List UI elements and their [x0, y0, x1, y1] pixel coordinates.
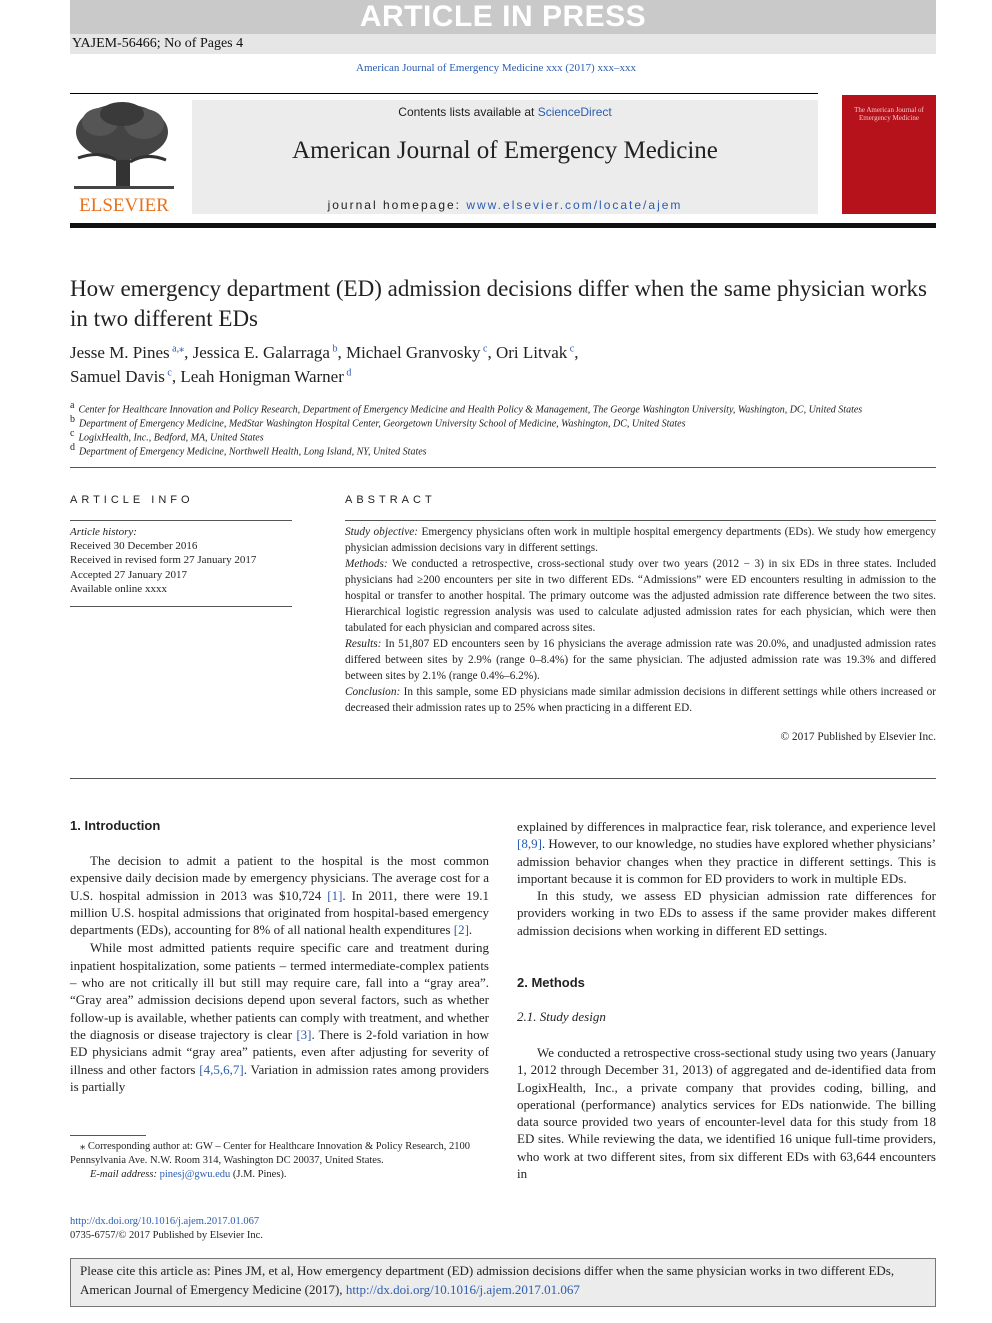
history-revised: Received in revised form 27 January 2017	[70, 554, 257, 566]
footnotes	[70, 1140, 490, 1182]
sciencedirect-link[interactable]: ScienceDirect	[537, 105, 612, 119]
author-affiliation-mark[interactable]: b	[329, 343, 338, 355]
left-column-text	[70, 852, 489, 1095]
article-history-label: Article history:	[70, 526, 137, 538]
reference-link[interactable]: [1]	[327, 887, 343, 903]
section-heading-methods: 2. Methods	[517, 975, 585, 990]
author-affiliation-mark[interactable]: a,⁎	[169, 343, 185, 355]
author-name[interactable]: Jesse M. Pines	[70, 343, 170, 362]
citation-text: Please cite this article as: Pines JM, et al, How emergency department (ED) admission decisions differ when the same physician works in two different EDs, American Journal of Emergency Medicine (2017), http://dx.doi.org/10.1016/j.ajem.2017.01.067	[80, 1263, 895, 1297]
affiliation-c: $^c$ LogixHealth, Inc., Bedford, MA, United States	[70, 428, 264, 444]
journal-reference-link[interactable]: American Journal of Emergency Medicine xxx (2017) xxx–xxx	[356, 62, 636, 74]
author-list-line-1: Jesse M. Pines $^{a,⁎}$, Jessica E. Galarraga $^b$, Michael Granvosky $^c$, Ori Litvak $^c$,	[70, 343, 579, 362]
history-received: Received 30 December 2016	[70, 540, 198, 552]
author-list-line-2: Samuel Davis $^c$, Leah Honigman Warner $^d$	[70, 367, 352, 386]
email-link[interactable]: pinesj@gwu.edu	[159, 1169, 231, 1180]
doi-link[interactable]: http://dx.doi.org/10.1016/j.ajem.2017.01.067	[70, 1216, 260, 1227]
elsevier-tree-icon	[70, 100, 178, 215]
article-info-rule-bottom	[70, 606, 292, 607]
abstract-results: Results: In 51,807 ED encounters seen by 16 physicians the average admission rate was 20.0%, and unadjusted admission rates differed between sites by 2.9% (range 0–8.4%) for the same physician. The adjusted admission rate was 19.3% and differed between sites by 2.1% (range 0.4%–6.2%).	[345, 638, 936, 682]
abstract-body	[345, 524, 936, 716]
banner-text: ARTICLE IN PRESS	[359, 0, 647, 33]
author-name[interactable]: Jessica E. Galarraga	[192, 343, 330, 362]
right-column-text	[517, 818, 936, 939]
affiliation-rule	[70, 467, 936, 468]
abstract-methods: Methods: We conducted a retrospective, cross-sectional study over two years (2012 − 3) in six EDs in three states. Included physicians had ≥200 encounters per site in two different EDs. “Admissions” were ED encounters resulting in admission to the hospital or transfer to another hospital. The primary outcome was the adjusted admission rate difference between the two sites. Hierarchical logistic regression analysis was used to calculate adjusted admission rates for each physician, which were then tabulated for each physician and compared across sites.	[345, 558, 936, 634]
journal-homepage-line	[192, 198, 818, 212]
doi-block	[70, 1215, 263, 1243]
affiliation-a: $^a$ Center for Healthcare Innovation and Policy Research, Department of Emergency Medicine and Health Policy & Management, The George Washington University, Washington, DC, United States	[70, 400, 863, 416]
methods-paragraph-1: We conducted a retrospective cross-sectional study using two years (January 1, 2012 through December 31, 2013) of aggregated and de-identified data from LogixHealth, Inc., a private company that provides coding, billing, and operational (performance) analytics services for EDs nationwide. The billing data source provided two years of encounter-level data for this study from 18 ED sites. While reviewing the data, we identified 16 unique full-time providers, who work at two different sites, from six different EDs with 63,644 encounters in	[517, 1045, 936, 1182]
history-online: Available online xxxx	[70, 583, 167, 595]
contents-available-line	[192, 105, 818, 119]
citation-doi-link[interactable]: http://dx.doi.org/10.1016/j.ajem.2017.01.067	[345, 1281, 580, 1297]
intro-paragraph-1: The decision to admit a patient to the hospital is the most common expensive daily decision made by emergency physicians. The average cost for a U.S. hospital admission in 2013 was $10,724 [1]. In 2011, there were 19.1 million U.S. hospital admissions that originated from hospital-based emergency departments (EDs), accounting for 8% of all national health expenditures [2].	[70, 853, 489, 938]
issn-line: 0735-6757/© 2017 Published by Elsevier Inc.	[70, 1230, 263, 1241]
contents-prefix: Contents lists available at	[398, 105, 538, 119]
intro-paragraph-2: While most admitted patients require specific care and treatment during inpatient hospitalization, some patients – termed intermediate-complex patients – who are not critically ill but still may require care, fall into a “gray area”. “Gray area” admission decisions depend upon several factors, such as whether follow-up is available, whether patients can comply with treatment, and whether the diagnosis or disease trajectory is clear [3]. There is 2-fold variation in how ED physicians admit “gray area” patients, even after adjusting for severity of illness and other factors [4,5,6,7]. Variation in admission rates among providers is partially	[70, 940, 489, 1094]
abstract-conclusion: Conclusion: In this sample, some ED physicians made similar admission decisions in different settings while others increased or decreased their admission rates up to 25% when practicing in a different ED.	[345, 686, 936, 714]
abstract-objective: Study objective: Emergency physicians often work in multiple hospital emergency departments (EDs). We study how emergency physician admission decisions vary in different settings.	[345, 526, 936, 554]
author-affiliation-mark[interactable]: c	[164, 367, 172, 379]
abstract-copyright: © 2017 Published by Elsevier Inc.	[780, 731, 936, 743]
reference-link[interactable]: [4,5,6,7]	[199, 1061, 244, 1077]
subsection-heading-study-design: 2.1. Study design	[517, 1009, 606, 1024]
author-name[interactable]: Michael Granvosky	[345, 343, 481, 362]
article-info-rule-top	[70, 520, 292, 521]
reference-link[interactable]: [3]	[296, 1026, 312, 1042]
author-name[interactable]: Samuel Davis	[70, 367, 165, 386]
affiliation-b: $^b$ Department of Emergency Medicine, MedStar Washington Hospital Center, Georgetown University School of Medicine, Washington, DC, United States	[70, 414, 686, 430]
article-in-press-banner	[70, 0, 936, 34]
affiliation-d: $^d$ Department of Emergency Medicine, Northwell Health, Long Island, NY, United States	[70, 442, 427, 458]
methods-text	[517, 1044, 936, 1182]
elsevier-logo[interactable]	[70, 100, 178, 215]
homepage-prefix: journal homepage:	[327, 198, 467, 212]
footnote-rule	[70, 1135, 146, 1136]
corresponding-author-note: ⁎ Corresponding author at: GW – Center for Healthcare Innovation & Policy Research, 2100 Pennsylvania Ave. N.W. Room 314, Washington DC 20037, United States.	[70, 1141, 470, 1166]
journal-cover-text: The American Journal of Emergency Medicine	[854, 106, 924, 122]
intro-paragraph-4: In this study, we assess ED physician admission rate differences for providers working in two EDs to assess if the same provider makes different admission decisions when working in different ED settings.	[517, 888, 936, 938]
author-name[interactable]: Ori Litvak	[495, 343, 568, 362]
author-affiliation-mark[interactable]: d	[343, 367, 352, 379]
article-title: How emergency department (ED) admission decisions differ when the same physician works in two different EDs	[70, 276, 927, 331]
section-heading-introduction: 1. Introduction	[70, 818, 161, 833]
author-affiliation-mark[interactable]: c	[567, 343, 575, 355]
intro-paragraph-3: explained by differences in malpractice fear, risk tolerance, and experience level [8,9]. However, to our knowledge, no studies have explored whether physicians’ admission behavior changes when they practice in different settings. This is important because it is common for ED providers to work in multiple EDs.	[517, 819, 936, 886]
journal-title: American Journal of Emergency Medicine	[292, 137, 718, 164]
abstract-rule-top	[345, 520, 936, 521]
abstract-rule-bottom	[70, 778, 936, 779]
header-thick-rule	[70, 223, 936, 228]
email-line: E-mail address: pinesj@gwu.edu (J.M. Pines).	[90, 1169, 287, 1180]
abstract-heading: ABSTRACT	[345, 494, 436, 506]
publisher-logo-text: ELSEVIER	[79, 195, 169, 215]
manuscript-id: YAJEM-56466; No of Pages 4	[72, 36, 244, 51]
reference-link[interactable]: [2]	[453, 922, 469, 938]
author-affiliation-mark[interactable]: c	[480, 343, 488, 355]
author-name[interactable]: Leah Honigman Warner	[180, 367, 344, 386]
history-accepted: Accepted 27 January 2017	[70, 569, 187, 581]
homepage-link[interactable]: www.elsevier.com/locate/ajem	[466, 198, 683, 212]
reference-link[interactable]: [8,9]	[517, 836, 542, 852]
header-rule	[70, 93, 818, 94]
article-info-heading: ARTICLE INFO	[70, 494, 194, 506]
